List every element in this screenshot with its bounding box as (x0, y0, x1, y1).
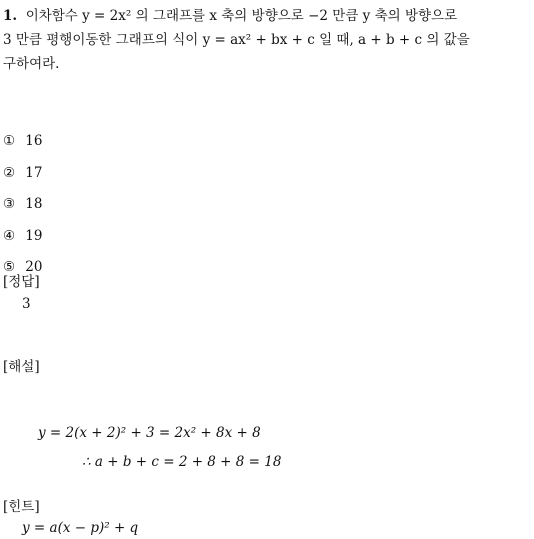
solution-label: [해설] (3, 359, 40, 375)
answer-options (3, 132, 42, 290)
answer-value: 3 (22, 296, 31, 312)
hint-formula: y = a(x − p)² + q (22, 520, 139, 536)
question-text (3, 4, 531, 76)
option-1[interactable]: ① 16 (3, 133, 43, 149)
hint-label: [힌트] (3, 499, 40, 515)
option-5[interactable]: ⑤ 20 (3, 259, 43, 275)
option-4[interactable]: ④ 19 (3, 227, 43, 244)
solution-equation-2: ∴ a + b + c = 2 + 8 + 8 = 18 (82, 454, 282, 470)
solution-equation-1: y = 2(x + 2)² + 3 = 2x² + 8x + 8 (38, 425, 261, 441)
question-number: 1. (3, 8, 18, 24)
option-2[interactable]: ② 17 (3, 164, 43, 181)
question-line-1: 1. 이차함수 y = 2x² 의 그래프를 x 축의 방향으로 −2 만큼 y 축의 방향으로 (3, 8, 458, 24)
answer-label: [정답] (3, 274, 40, 290)
question-line-3: 구하여라. (3, 56, 60, 72)
question-line-2: 3 만큼 평행이동한 그래프의 식이 y = ax² + bx + c 일 때, a + b + c 의 값을 (3, 32, 470, 48)
option-3[interactable]: ③ 18 (3, 196, 43, 212)
